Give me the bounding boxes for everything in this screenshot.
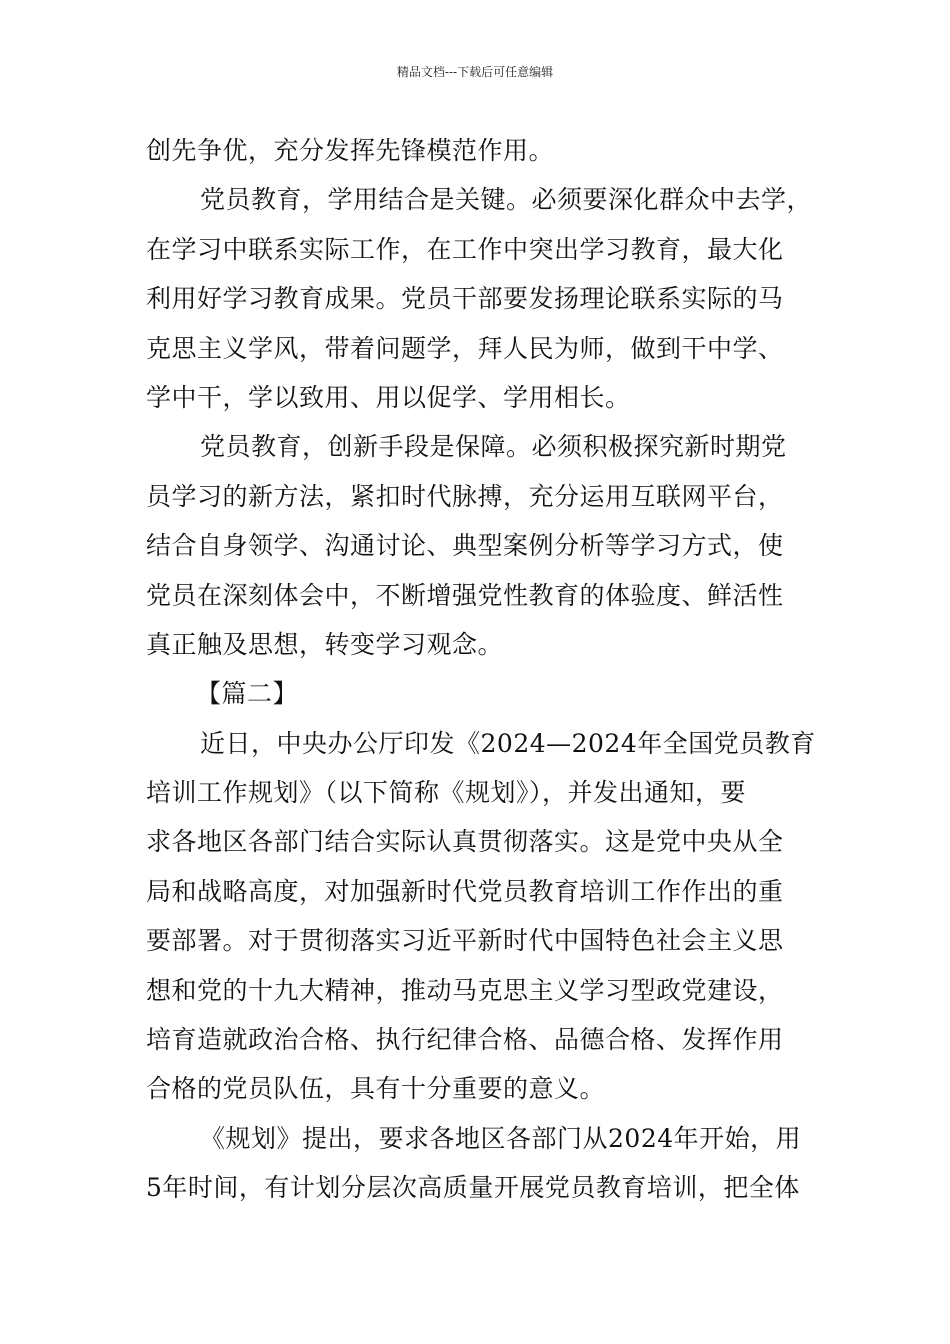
text-line: 创先争优，充分发挥先锋模范作用。 [146,136,555,165]
text-line: 5年时间，有计划分层次高质量开展党员教育培训，把全体 [146,1173,800,1203]
text-line: 培训工作规划》（以下简称《规划》），并发出通知，要 [146,778,747,808]
paragraph-start-line: 《规划》提出，要求各地区各部门从2024年开始，用 [200,1123,802,1153]
text-line: 克思主义学风，带着问题学，拜人民为师，做到干中学、 [146,333,784,363]
text-line: 利用好学习教育成果。党员干部要发扬理论联系实际的马 [146,284,784,314]
page-header: 精品文档---下载后可任意编辑 [396,65,554,79]
paragraph-start-line: 近日，中央办公厅印发《2024—2024年全国党员教育 [200,728,816,758]
section-heading: 【篇二】 [196,679,299,709]
paragraph-start-line: 党员教育，学用结合是关键。必须要深化群众中去学， [200,185,813,215]
document-body [146,126,826,1213]
paragraph-start-line: 党员教育，创新手段是保障。必须积极探究新时期党 [200,432,787,462]
text-line: 党员在深刻体会中，不断增强党性教育的体验度、鲜活性 [146,580,784,610]
text-line: 结合自身领学、沟通讨论、典型案例分析等学习方式，使 [146,531,784,561]
text-line: 要部署。对于贯彻落实习近平新时代中国特色社会主义思 [146,926,784,956]
text-line: 求各地区各部门结合实际认真贯彻落实。这是党中央从全 [146,827,784,857]
text-line: 想和党的十九大精神，推动马克思主义学习型政党建设， [146,975,784,1005]
text-line: 合格的党员队伍，具有十分重要的意义。 [146,1074,606,1104]
text-line: 培育造就政治合格、执行纪律合格、品德合格、发挥作用 [146,1025,784,1055]
text-line: 在学习中联系实际工作，在工作中突出学习教育，最大化 [146,234,784,264]
text-line: 局和战略高度，对加强新时代党员教育培训工作作出的重 [146,876,784,906]
text-line: 员学习的新方法，紧扣时代脉搏，充分运用互联网平台， [146,481,784,511]
text-line: 学中干，学以致用、用以促学、学用相长。 [146,382,631,412]
text-line: 真正触及思想，转变学习观念。 [146,629,504,659]
